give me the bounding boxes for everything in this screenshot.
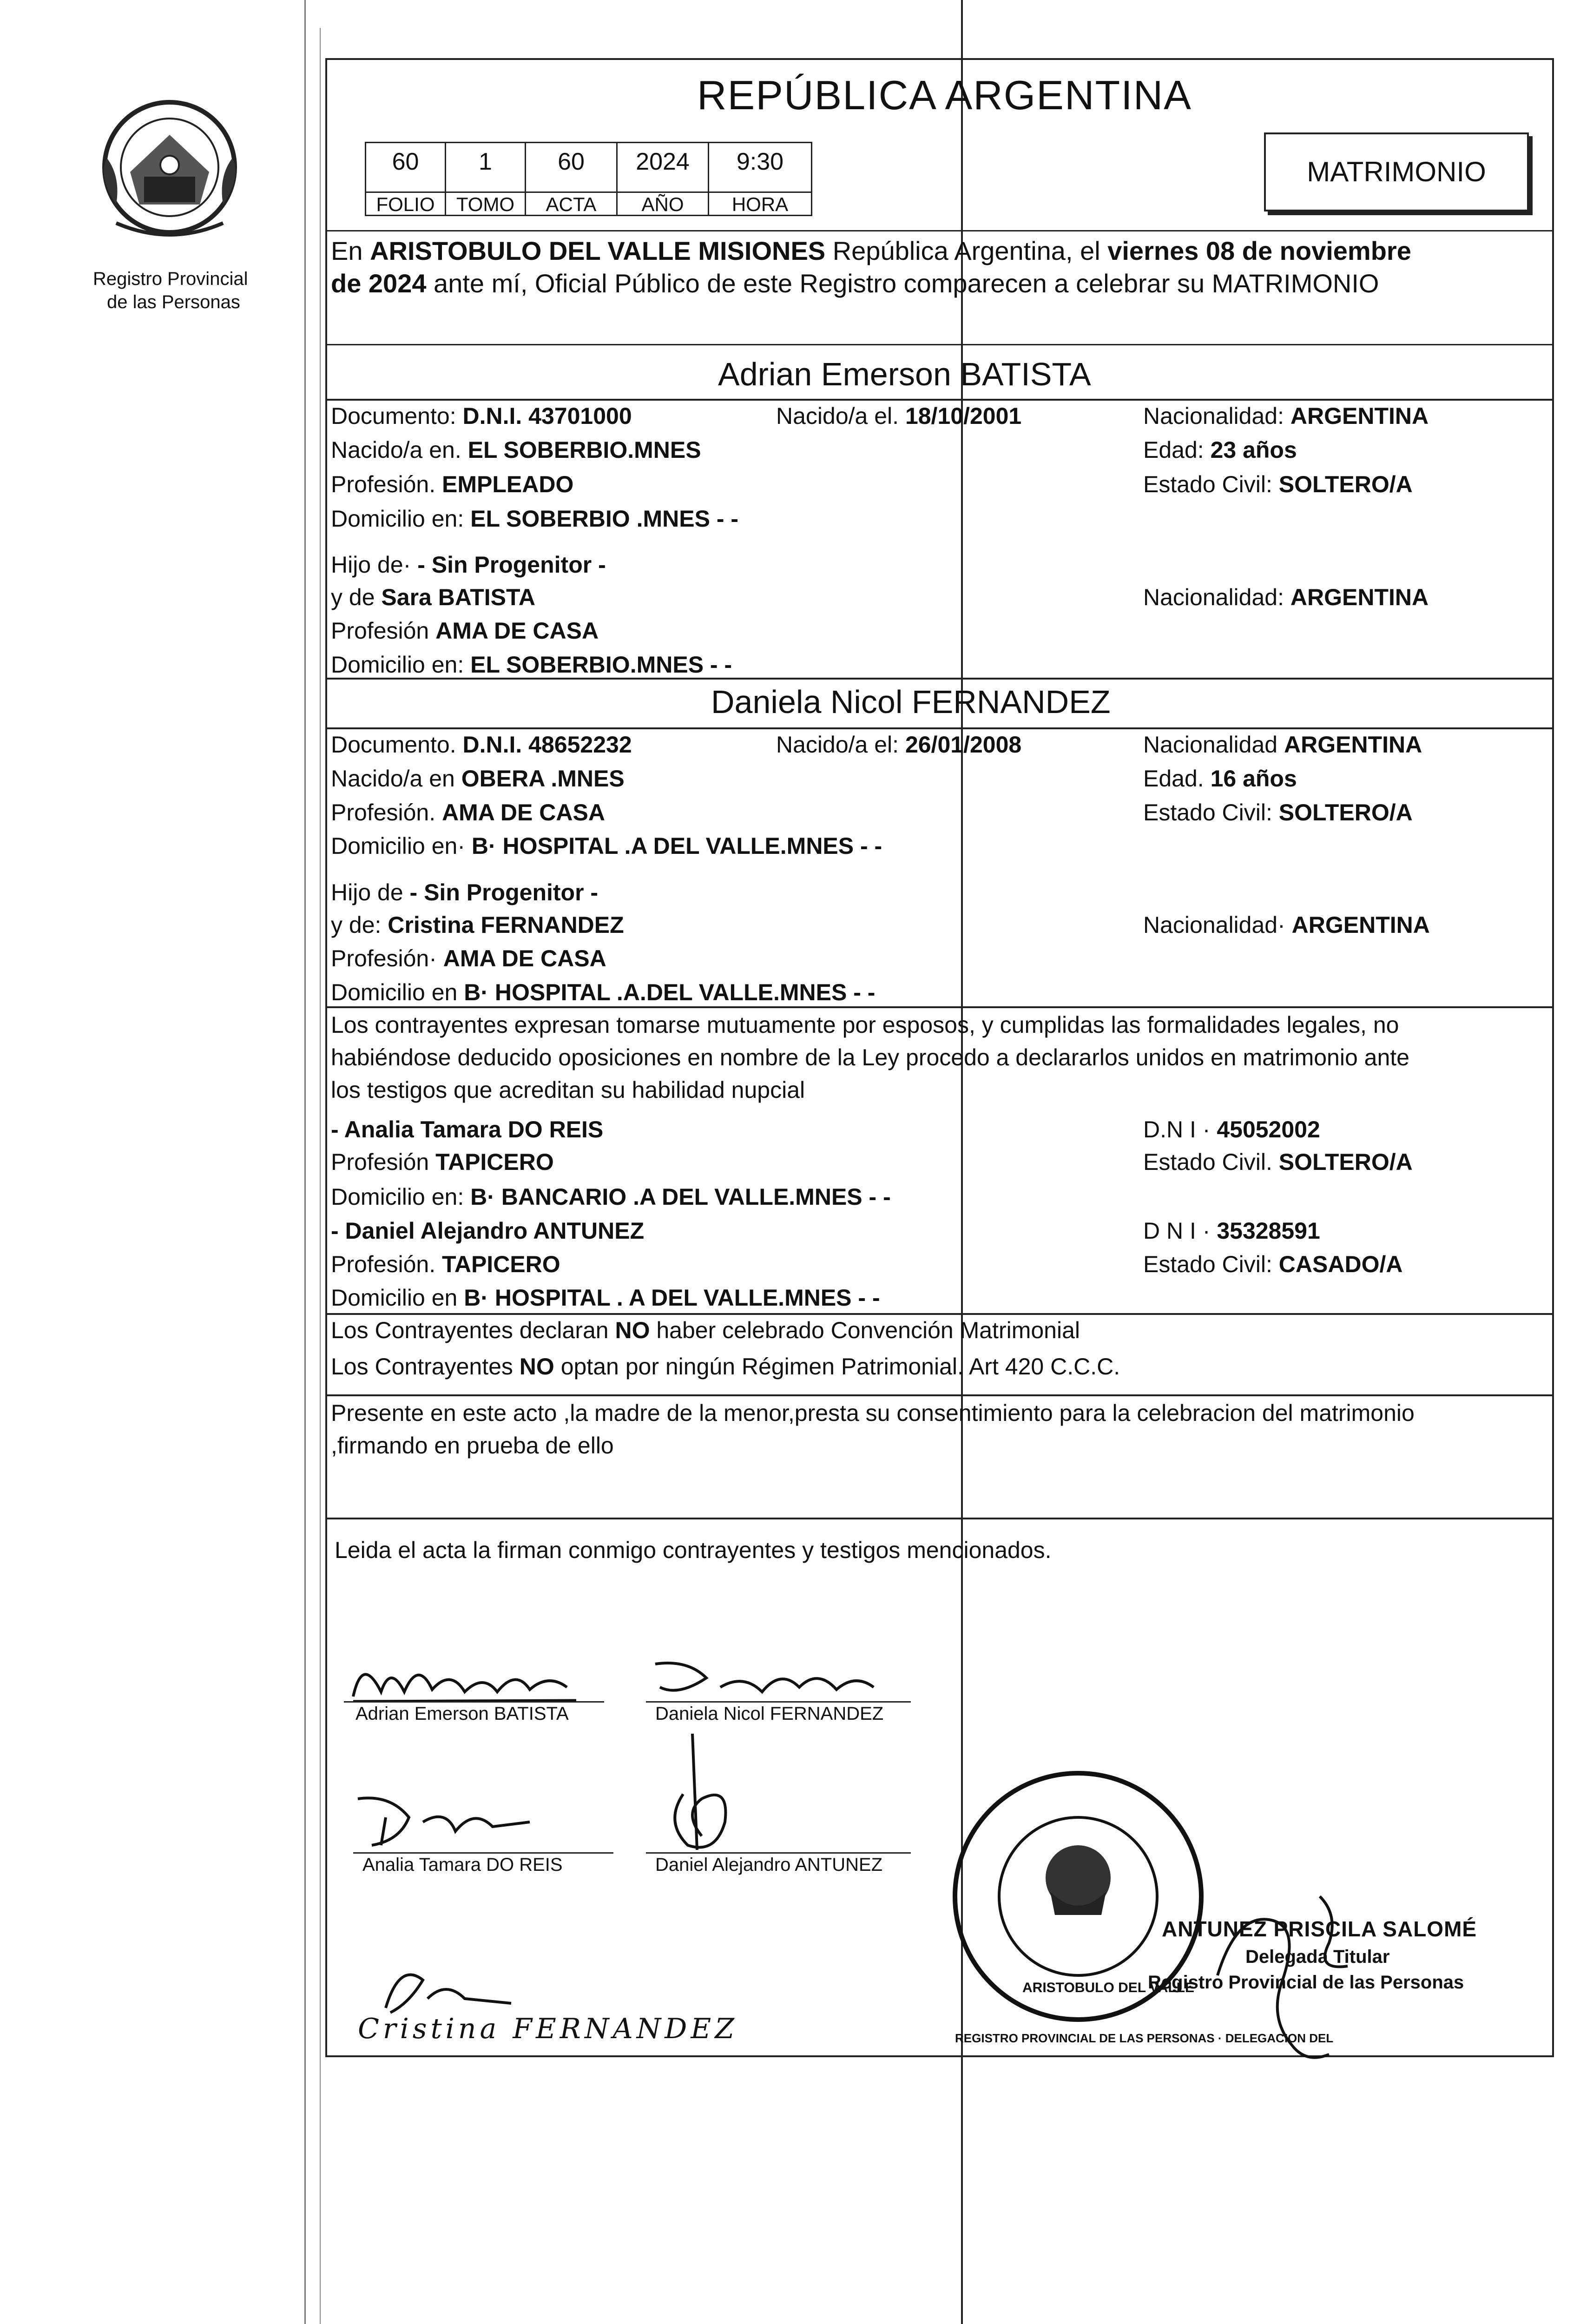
intro-line1: En ARISTOBULO DEL VALLE MISIONES República Argentina, el viernes 08 de noviembre bbox=[331, 236, 1411, 265]
bride-signature bbox=[651, 1650, 911, 1708]
bride-estado-civil: Estado Civil: SOLTERO/A bbox=[1143, 799, 1413, 825]
seal-inner-text: ARISTOBULO DEL VALLE bbox=[1022, 1980, 1195, 1995]
registry-cell-hora: 9:30 HORA bbox=[708, 142, 812, 216]
groom-domicilio: Domicilio en: EL SOBERBIO .MNES - - bbox=[331, 506, 739, 532]
bride-madre-domicilio: Domicilio en B· HOSPITAL .A.DEL VALLE.MNES - - bbox=[331, 979, 876, 1005]
left-margin-line bbox=[304, 0, 306, 2324]
consent-line1: Presente en este acto ,la madre de la menor,presta su consentimiento para la celebracion del matrimonio bbox=[331, 1400, 1415, 1426]
bride-nacionalidad: Nacionalidad ARGENTINA bbox=[1143, 732, 1422, 758]
bride-edad: Edad. 16 años bbox=[1143, 766, 1297, 792]
groom-madre-domicilio: Domicilio en: EL SOBERBIO.MNES - - bbox=[331, 652, 732, 678]
declaration-line1: Los contrayentes expresan tomarse mutuamente por esposos, y cumplidas las formalidades legales, no bbox=[331, 1012, 1399, 1038]
groom-signature-name: Adrian Emerson BATISTA bbox=[356, 1703, 569, 1724]
groom-nacido-el: Nacido/a el. 18/10/2001 bbox=[776, 403, 1022, 429]
witness2-profesion: Profesión. TAPICERO bbox=[331, 1251, 560, 1277]
witness1-estado: Estado Civil. SOLTERO/A bbox=[1143, 1149, 1413, 1175]
witness2-signature-name: Daniel Alejandro ANTUNEZ bbox=[655, 1855, 883, 1875]
groom-profesion: Profesión. EMPLEADO bbox=[331, 471, 574, 497]
document-type-box bbox=[1264, 132, 1529, 211]
official-title: Delegada Titular bbox=[1245, 1947, 1390, 1967]
groom-madre-profesion: Profesión AMA DE CASA bbox=[331, 618, 599, 644]
bride-madre-profesion: Profesión· AMA DE CASA bbox=[331, 945, 606, 971]
document-type-label: MATRIMONIO bbox=[1307, 156, 1486, 187]
groom-estado-civil: Estado Civil: SOLTERO/A bbox=[1143, 471, 1413, 497]
witness1-name: - Analia Tamara DO REIS bbox=[331, 1116, 604, 1142]
convention-line1: Los Contrayentes declaran NO haber celebrado Convención Matrimonial bbox=[331, 1317, 1080, 1343]
convention-bottom-line bbox=[325, 1394, 1554, 1396]
declaration-line2: habiéndose deducido oposiciones en nombre de la Ley procedo a declararlos unidos en matrimonio ante bbox=[331, 1044, 1409, 1070]
convention-line2: Los Contrayentes NO optan por ningún Régimen Patrimonial. Art 420 C.C.C. bbox=[331, 1353, 1120, 1380]
bride-domicilio: Domicilio en· B· HOSPITAL .A DEL VALLE.MNES - - bbox=[331, 833, 882, 859]
witness2-dni: D N I · 35328591 bbox=[1143, 1218, 1320, 1244]
official-name: ANTUNEZ PRISCILA SALOMÉ bbox=[1162, 1917, 1477, 1941]
bride-signature-line bbox=[646, 1701, 911, 1703]
page-title: REPÚBLICA ARGENTINA bbox=[697, 72, 1192, 118]
witness1-signature-name: Analia Tamara DO REIS bbox=[362, 1855, 563, 1875]
intro-bottom-line bbox=[325, 344, 1554, 345]
groom-edad: Edad: 23 años bbox=[1143, 437, 1297, 463]
bride-madre-nacionalidad: Nacionalidad· ARGENTINA bbox=[1143, 912, 1430, 938]
groom-bottom-line bbox=[325, 678, 1554, 680]
witness1-signature-line bbox=[353, 1852, 613, 1854]
bride-name: Daniela Nicol FERNANDEZ bbox=[711, 684, 1111, 720]
bride-profesion: Profesión. AMA DE CASA bbox=[331, 799, 605, 825]
groom-madre-nacionalidad: Nacionalidad: ARGENTINA bbox=[1143, 584, 1429, 610]
groom-name: Adrian Emerson BATISTA bbox=[718, 356, 1091, 392]
witness2-signature bbox=[655, 1729, 748, 1862]
seal-ring-text: REGISTRO PROVINCIAL DE LAS PERSONAS · DELEGACION DEL bbox=[955, 2031, 1334, 2045]
bride-nacido-en: Nacido/a en OBERA .MNES bbox=[331, 766, 625, 792]
groom-signature bbox=[344, 1645, 604, 1713]
groom-signature-line bbox=[344, 1701, 604, 1703]
bride-nacido-el: Nacido/a el: 26/01/2008 bbox=[776, 732, 1022, 758]
consent-line2: ,firmando en prueba de ello bbox=[331, 1433, 614, 1459]
consent-bottom-line bbox=[325, 1518, 1554, 1519]
left-margin-line-inner bbox=[320, 28, 321, 2324]
frame-left bbox=[325, 58, 327, 2057]
intro-top-line bbox=[325, 230, 1554, 231]
province-logo bbox=[88, 84, 251, 251]
groom-madre: y de Sara BATISTA bbox=[331, 584, 535, 610]
witness1-dni: D.N I · 45052002 bbox=[1143, 1116, 1320, 1142]
witnesses-bottom-line bbox=[325, 1313, 1554, 1315]
registry-cell-acta: 60 ACTA bbox=[525, 142, 618, 216]
logo-caption-line2: de las Personas bbox=[107, 292, 240, 312]
intro-line2: de 2024 ante mí, Oficial Público de este Registro comparecen a celebrar su MATRIMONIO bbox=[331, 269, 1379, 298]
closing-statement: Leida el acta la firman conmigo contrayentes y testigos mencionados. bbox=[335, 1537, 1052, 1563]
mother-handwritten-name: Cristina FERNANDEZ bbox=[358, 2013, 738, 2045]
groom-documento: Documento: D.N.I. 43701000 bbox=[331, 403, 632, 429]
groom-nacido-en: Nacido/a en. EL SOBERBIO.MNES bbox=[331, 437, 701, 463]
witness1-signature bbox=[353, 1789, 539, 1857]
groom-hijo-de: Hijo de· - Sin Progenitor - bbox=[331, 552, 606, 578]
witness1-profesion: Profesión TAPICERO bbox=[331, 1149, 554, 1175]
witness2-estado: Estado Civil: CASADO/A bbox=[1143, 1251, 1403, 1277]
groom-name-line bbox=[325, 399, 1554, 401]
registry-cell-ano: 2024 AÑO bbox=[616, 142, 709, 216]
bride-name-line bbox=[325, 727, 1554, 729]
registry-cell-folio: 60 FOLIO bbox=[365, 142, 446, 216]
bride-bottom-line bbox=[325, 1006, 1554, 1008]
witness1-domicilio: Domicilio en: B· BANCARIO .A DEL VALLE.MNES - - bbox=[331, 1184, 891, 1210]
witness2-signature-line bbox=[646, 1852, 911, 1854]
official-org: Registro Provincial de las Personas bbox=[1148, 1972, 1464, 1993]
declaration-line3: los testigos que acreditan su habilidad nupcial bbox=[331, 1077, 805, 1103]
registry-cell-tomo: 1 TOMO bbox=[445, 142, 526, 216]
frame-top bbox=[325, 58, 1554, 60]
groom-nacionalidad: Nacionalidad: ARGENTINA bbox=[1143, 403, 1429, 429]
bride-hijo-de: Hijo de - Sin Progenitor - bbox=[331, 879, 599, 905]
witness2-name: - Daniel Alejandro ANTUNEZ bbox=[331, 1218, 645, 1244]
bride-madre: y de: Cristina FERNANDEZ bbox=[331, 912, 624, 938]
bride-documento: Documento. D.N.I. 48652232 bbox=[331, 732, 632, 758]
frame-right bbox=[1552, 58, 1554, 2057]
witness2-domicilio: Domicilio en B· HOSPITAL . A DEL VALLE.MNES - - bbox=[331, 1285, 880, 1311]
logo-caption-line1: Registro Provincial bbox=[93, 269, 248, 289]
bride-signature-name: Daniela Nicol FERNANDEZ bbox=[655, 1703, 884, 1724]
